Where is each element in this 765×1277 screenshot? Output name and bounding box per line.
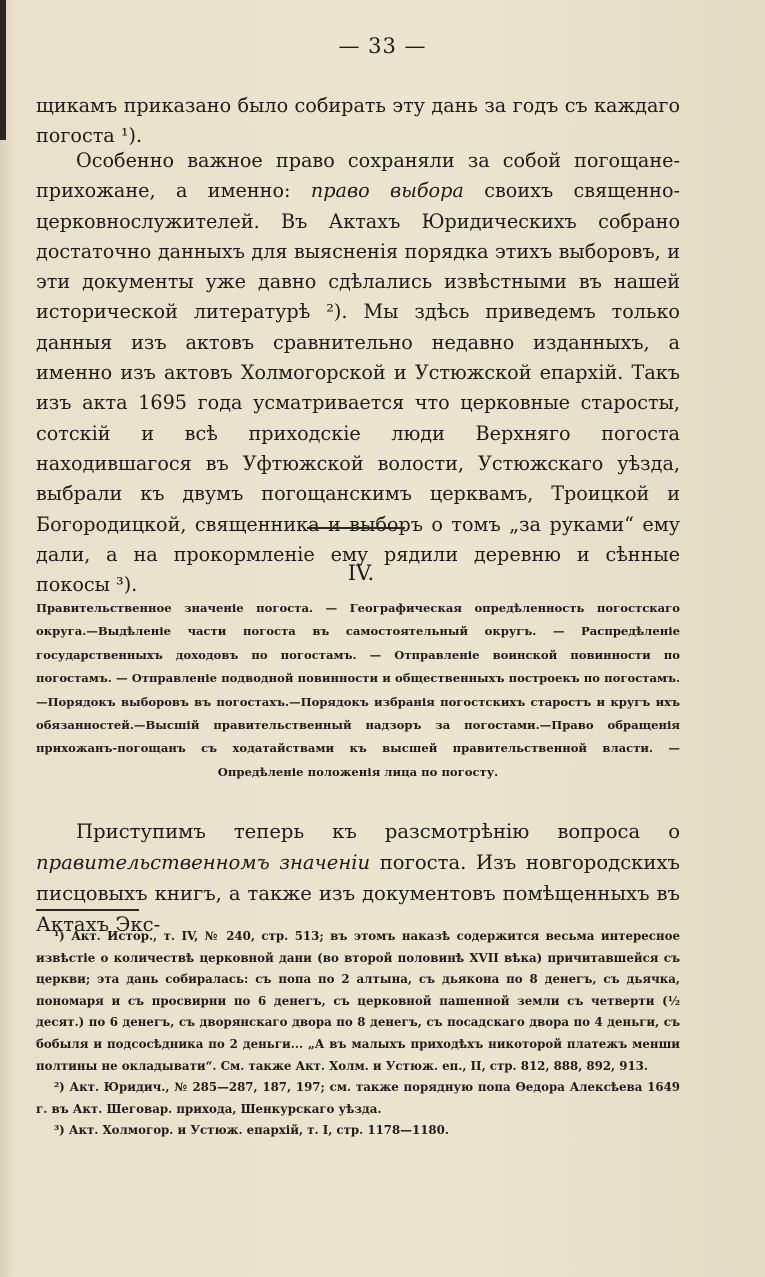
italic-term: право выбора xyxy=(310,179,464,203)
paragraph-text: щикамъ приказано было собирать эту дань за годъ съ каждаго погоста ¹). xyxy=(36,94,680,148)
footnote-3: ³) Акт. Холмогор. и Устюж. епархій, т. I, стр. 1178—1180. xyxy=(54,1123,449,1138)
section-number: IV. xyxy=(347,561,375,585)
paragraph-text xyxy=(36,146,680,600)
book-spine-edge xyxy=(0,0,6,140)
section-summary: Правительственное значеніе погоста. — Географическая опредѣленность погостскаго округа.—Выдѣленіе части погоста въ самостоятельный округъ. — Распредѣленіе государственныхъ доходовъ по погостамъ. — Отправленіе воинской повинности по погостамъ. — Отправленіе подводной повинности и общественныхъ построекъ по погостамъ.—Порядокъ выборовъ въ погостахъ.—Порядокъ избранія погостскихъ старостъ и кругъ ихъ обязанностей.—Высшій правительственный надзоръ за погостами.—Право обращенія прихожанъ-погощанъ съ ходатайствами къ высшей правительственной власти. — Опредѣленіе положенія лица по погосту. xyxy=(36,601,680,779)
footnote-2: ²) Акт. Юридич., № 285—287, 187, 197; см. также порядную попа Ѳедора Алексѣева 1649 г. въ Акт. Шеговар. прихода, Шенкурскаго уѣзда. xyxy=(36,1080,680,1116)
paragraph-election-right xyxy=(36,146,680,600)
italic-term: правительственномъ значеніи xyxy=(36,851,371,874)
footnotes xyxy=(36,926,680,1142)
paragraph-continuation xyxy=(36,91,680,152)
footnote-rule xyxy=(36,909,139,911)
text-run: Приступимъ теперь къ разсмотрѣнію вопроса о xyxy=(76,820,680,843)
text-run: Особенно важное право сохраняли за собой погощане-прихожане, а именно: xyxy=(36,149,680,203)
page-number: — 33 — xyxy=(338,34,427,58)
footnote-1: ¹) Акт. Истор., т. IV, № 240, стр. 513; въ этомъ наказѣ содержится весьма интересное извѣстіе о количествѣ церковной дани (во второй половинѣ XVII вѣка) причитавшейся съ церкви; эта дань собиралась: съ попа по 2 алтына, съ дьякона по 8 денегъ, съ дьячка, пономаря и съ просвирни по 6 денегъ, съ церковной пашенной земли съ четверти (½ десят.) по 6 денегъ, съ дворянскаго двора по 8 денегъ, съ посадскаго двора по 4 деньги, съ бобыля и подсосѣдника по 2 деньги... „А въ малыхъ приходѣхъ никоторой платежъ менши полтины не окладывати“. См. также Акт. Холм. и Устюж. еп., II, стр. 812, 888, 892, 913. xyxy=(36,929,680,1073)
paragraph-government-meaning xyxy=(36,816,680,940)
text-run: погоста. Изъ новгородскихъ писцовыхъ книгъ, а также изъ документовъ помѣщенныхъ въ Актахъ Экс- xyxy=(36,851,680,936)
text-run: своихъ священно-церковнослужителей. Въ Актахъ Юридическихъ собрано достаточно данныхъ для выясненія порядка этихъ выборовъ, и эти документы уже давно сдѣлались извѣстными въ нашей исторической литературѣ ²). Мы здѣсь приведемъ только данныя изъ актовъ сравнительно недавно изданныхъ, а именно изъ актовъ Холмогорской и Устюжской епархій. Такъ изъ акта 1695 года усматривается что церковные старосты, сотскій и всѣ приходскіе люди Верхняго погоста находившагося въ Уфтюжской волости, Устюжскаго уѣзда, выбрали къ двумъ погощанскимъ церквамъ, Троицкой и Богородицкой, священника и выборъ о томъ „за руками“ ему дали, а на прокормленіе ему рядили деревню и сѣнные покосы ³). xyxy=(36,179,681,597)
paragraph-text xyxy=(36,816,680,940)
section-divider xyxy=(307,527,405,529)
